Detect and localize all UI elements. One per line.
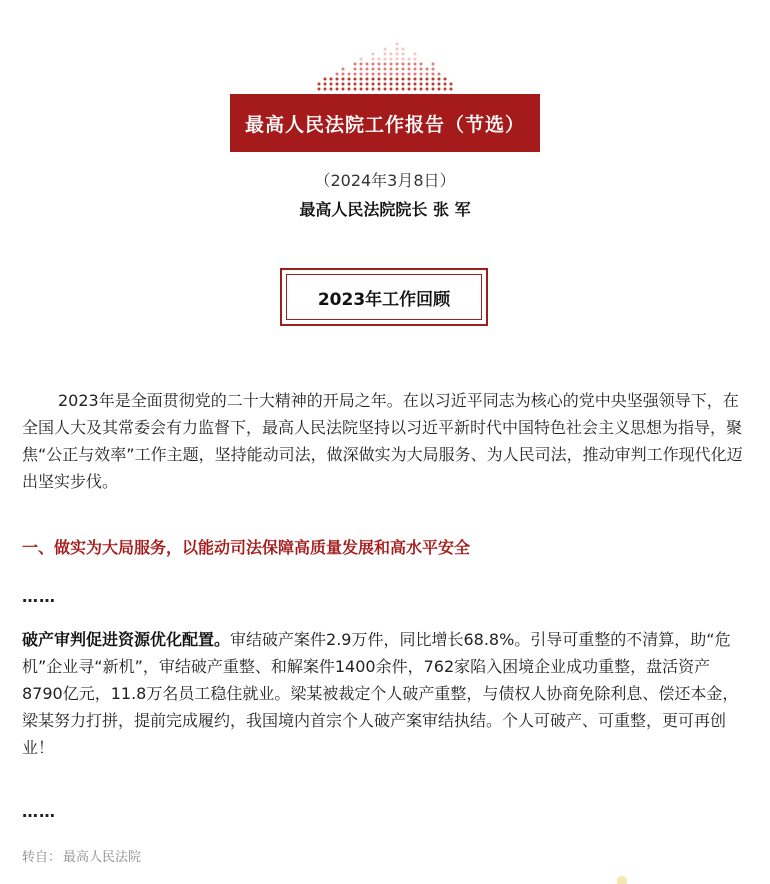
decor-dot [318, 88, 321, 91]
decor-dot [450, 88, 453, 91]
decor-dot [390, 58, 393, 61]
decor-dot [372, 68, 375, 71]
decor-dot [396, 78, 399, 81]
decor-dot [396, 53, 399, 56]
decor-dot [390, 73, 393, 76]
decor-dot [432, 63, 435, 66]
source-label: 转自： [22, 850, 62, 865]
decor-dot [366, 78, 369, 81]
decor-dot [414, 68, 417, 71]
decor-dot [414, 73, 417, 76]
decor-dot [420, 73, 423, 76]
decor-dot [426, 73, 429, 76]
decor-dot [426, 78, 429, 81]
section-heading-1: 一、做实为大局服务，以能动司法保障高质量发展和高水平安全 [22, 538, 471, 557]
decor-dot [360, 63, 363, 66]
decor-dot [402, 48, 405, 51]
decor-dot [378, 58, 381, 61]
decor-dot [372, 63, 375, 66]
section-title-box [280, 268, 488, 326]
decor-dot [348, 88, 351, 91]
decor-dot [438, 88, 441, 91]
decor-dot [390, 63, 393, 66]
ellipsis-2: …… [22, 802, 56, 821]
decor-dot [372, 88, 375, 91]
decor-dot [402, 78, 405, 81]
decor-dot [372, 73, 375, 76]
decor-dot [414, 78, 417, 81]
decor-dot [342, 78, 345, 81]
decor-dot [354, 63, 357, 66]
decor-dot [408, 58, 411, 61]
decor-dot [324, 88, 327, 91]
decor-dot [396, 73, 399, 76]
decor-dot [384, 73, 387, 76]
decor-dot [384, 63, 387, 66]
decor-dot [384, 53, 387, 56]
report-title-banner [230, 94, 540, 152]
decor-dot [444, 78, 447, 81]
report-date: （2024年3月8日） [314, 171, 456, 190]
decor-dot [414, 53, 417, 56]
decor-dot [366, 88, 369, 91]
decor-dot [330, 83, 333, 86]
decor-dot [432, 88, 435, 91]
decor-dot [432, 78, 435, 81]
decor-dot [366, 73, 369, 76]
decor-dot [336, 88, 339, 91]
decor-dot [426, 88, 429, 91]
report-author: 最高人民法院院长 张 军 [299, 200, 471, 219]
decor-dot [342, 68, 345, 71]
decor-dot [366, 83, 369, 86]
decor-dot [390, 68, 393, 71]
decor-dot [396, 68, 399, 71]
decor-dot [438, 83, 441, 86]
decor-dot [366, 63, 369, 66]
decor-dot [390, 53, 393, 56]
decor-dot [330, 88, 333, 91]
decorative-corner-mark [617, 876, 627, 884]
decor-dot [408, 68, 411, 71]
decor-dot [384, 68, 387, 71]
decor-dot [396, 58, 399, 61]
decor-dot [402, 73, 405, 76]
decor-dot [384, 83, 387, 86]
decor-dot [384, 88, 387, 91]
ellipsis-1: …… [22, 587, 56, 606]
decor-dot [420, 68, 423, 71]
decor-dot [348, 73, 351, 76]
decor-dot [408, 63, 411, 66]
decor-dot [432, 68, 435, 71]
decor-dot [390, 88, 393, 91]
decor-dot [354, 83, 357, 86]
decor-dot [390, 78, 393, 81]
decor-dot [360, 88, 363, 91]
decor-dot [384, 58, 387, 61]
decor-dot [444, 83, 447, 86]
decor-dot [414, 88, 417, 91]
decorative-dot-pattern [315, 42, 455, 92]
decor-dot [354, 78, 357, 81]
decor-dot [324, 83, 327, 86]
bankruptcy-lead: 破产审判促进资源优化配置。 [22, 630, 231, 649]
decor-dot [348, 83, 351, 86]
decor-dot [354, 88, 357, 91]
decor-dot [324, 78, 327, 81]
decor-dot [396, 48, 399, 51]
decor-dot [396, 63, 399, 66]
decor-dot [348, 78, 351, 81]
bankruptcy-text: 审结破产案件2.9万件，同比增长68.8%。引导可重整的不清算，助“危机”企业寻“新机”，审结破产重整、和解案件1400余件，762家陷入困境企业成功重整，盘活资产8790亿元，11.8万名员工稳住就业。梁某被裁定个人破产重整，与债权人协商免除利息、偿还本金，梁某努力打拼，提前完成履约，我国境内首宗个人破产案审结执结。个人可破产、可重整，更可再创业！ [22, 630, 739, 757]
decor-dot [378, 63, 381, 66]
decor-dot [450, 83, 453, 86]
decor-dot [336, 78, 339, 81]
decor-dot [372, 83, 375, 86]
decor-dot [378, 73, 381, 76]
section-title: 2023年工作回顾 [286, 274, 482, 320]
decor-dot [360, 83, 363, 86]
decor-dot [372, 53, 375, 56]
decor-dot [414, 63, 417, 66]
decor-dot [408, 73, 411, 76]
decor-dot [372, 78, 375, 81]
decor-dot [402, 58, 405, 61]
decor-dot [372, 58, 375, 61]
decor-dot [330, 78, 333, 81]
decor-dot [378, 68, 381, 71]
decor-dot [342, 73, 345, 76]
decor-dot [360, 73, 363, 76]
decor-dot [342, 83, 345, 86]
decor-dot [414, 83, 417, 86]
decor-dot [396, 88, 399, 91]
decor-dot [366, 68, 369, 71]
bankruptcy-paragraph [22, 626, 748, 761]
decor-dot [318, 83, 321, 86]
decor-dot [360, 58, 363, 61]
decor-dot [402, 63, 405, 66]
source-credit [22, 846, 141, 865]
decor-dot [420, 83, 423, 86]
decor-dot [378, 88, 381, 91]
intro-paragraph: 2023年是全面贯彻党的二十大精神的开局之年。在以习近平同志为核心的党中央坚强领导下，在全国人大及其常委会有力监督下，最高人民法院坚持以习近平新时代中国特色社会主义思想为指导，聚焦“公正与效率”工作主题，坚持能动司法，做深做实为大局服务、为人民司法，推动审判工作现代化迈出坚实步伐。 [22, 391, 743, 491]
decor-dot [396, 43, 399, 46]
decor-dot [432, 83, 435, 86]
decor-dot [408, 88, 411, 91]
decor-dot [438, 78, 441, 81]
decor-dot [390, 83, 393, 86]
decor-dot [378, 83, 381, 86]
decor-dot [420, 78, 423, 81]
decor-dot [378, 78, 381, 81]
decor-dot [360, 68, 363, 71]
decor-dot [408, 78, 411, 81]
decor-dot [426, 83, 429, 86]
decor-dot [402, 68, 405, 71]
decor-dot [408, 83, 411, 86]
decor-dot [402, 53, 405, 56]
decor-dot [384, 48, 387, 51]
decor-dot [384, 78, 387, 81]
decor-dot [336, 83, 339, 86]
decor-dot [438, 73, 441, 76]
source-name: 最高人民法院 [63, 850, 142, 865]
decor-dot [354, 73, 357, 76]
decor-dot [402, 88, 405, 91]
decor-dot [396, 83, 399, 86]
decor-dot [432, 73, 435, 76]
decor-dot [402, 83, 405, 86]
decor-dot [420, 88, 423, 91]
decor-dot [360, 78, 363, 81]
decor-dot [354, 68, 357, 71]
report-title: 最高人民法院工作报告（节选） [244, 113, 525, 136]
decor-dot [336, 73, 339, 76]
decor-dot [426, 68, 429, 71]
decor-dot [444, 88, 447, 91]
decor-dot [414, 58, 417, 61]
decor-dot [342, 88, 345, 91]
decor-dot [420, 63, 423, 66]
